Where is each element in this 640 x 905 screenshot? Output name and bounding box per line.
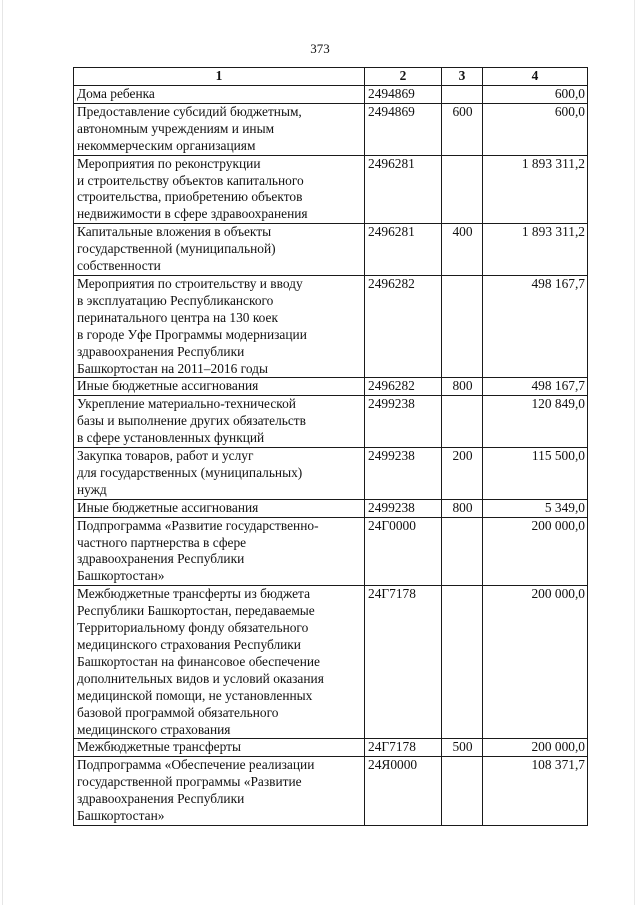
row-name-cell <box>74 517 365 586</box>
row-expense-type-cell <box>442 275 483 377</box>
row-name-cell <box>74 757 365 826</box>
row-name-line: Башкортостан на финансовое обеспечение <box>77 653 320 669</box>
row-name-line: Закупка товаров, работ и услуг <box>77 448 254 464</box>
row-name-line: перинатального центра на 130 коек <box>77 309 278 325</box>
row-code-cell: 2496281 <box>365 155 442 224</box>
row-name-cell <box>74 224 365 276</box>
row-name-cell <box>74 103 365 155</box>
row-name-cell <box>74 739 365 757</box>
row-name-cell <box>74 396 365 448</box>
row-name-line: Башкортостан» <box>77 808 165 824</box>
row-name-line: некоммерческим организациям <box>77 137 256 153</box>
row-name-line: в сфере установленных функций <box>77 430 265 446</box>
row-amount-cell: 108 371,7 <box>483 757 588 826</box>
row-name-line: Иные бюджетные ассигнования <box>77 378 259 394</box>
row-name-line: Капитальные вложения в объекты <box>77 224 272 240</box>
table-row <box>74 757 588 826</box>
row-name-line: строительства, приобретению объектов <box>77 189 303 205</box>
table-body <box>74 86 588 826</box>
row-name-line: Подпрограмма «Обеспечение реализации <box>77 757 315 773</box>
row-name-line: недвижимости в сфере здравоохранения <box>77 206 308 222</box>
row-amount-cell: 200 000,0 <box>483 739 588 757</box>
row-code-cell: 2496282 <box>365 275 442 377</box>
row-expense-type-cell: 600 <box>442 103 483 155</box>
row-code-cell: 24Я0000 <box>365 757 442 826</box>
row-name-line: базы и выполнение других обязательств <box>77 413 306 429</box>
table-row <box>74 103 588 155</box>
row-name-line: Дома ребенка <box>77 86 155 101</box>
table-header <box>74 68 588 86</box>
row-expense-type-cell: 800 <box>442 499 483 517</box>
row-expense-type-cell: 500 <box>442 739 483 757</box>
row-code-cell: 2499238 <box>365 448 442 500</box>
header-row <box>74 68 588 86</box>
row-code-cell: 2496282 <box>365 378 442 396</box>
row-name-cell <box>74 86 365 104</box>
row-name-line: нужд <box>77 481 107 497</box>
row-name-line: здравоохранения Республики <box>77 551 245 567</box>
row-name-line: дополнительных видов и условий оказания <box>77 670 324 686</box>
table-row <box>74 448 588 500</box>
row-name-line: Укрепление материально-технической <box>77 396 296 412</box>
row-code-cell: 2494869 <box>365 86 442 104</box>
row-name-cell <box>74 448 365 500</box>
row-name-line: государственной (муниципальной) <box>77 241 276 257</box>
row-amount-cell: 115 500,0 <box>483 448 588 500</box>
header-col-1: 1 <box>74 68 365 86</box>
table-row <box>74 517 588 586</box>
row-code-cell: 2494869 <box>365 103 442 155</box>
row-name-line: Межбюджетные трансферты из бюджета <box>77 586 311 602</box>
row-code-cell: 24Г7178 <box>365 739 442 757</box>
header-col-4: 4 <box>483 68 588 86</box>
row-expense-type-cell: 800 <box>442 378 483 396</box>
row-name-line: Башкортостан на 2011–2016 годы <box>77 360 268 376</box>
row-code-cell: 2499238 <box>365 396 442 448</box>
row-name-line: медицинского страхования <box>77 721 231 737</box>
row-name-line: Иные бюджетные ассигнования <box>77 499 259 515</box>
row-expense-type-cell: 400 <box>442 224 483 276</box>
row-name-line: и строительству объектов капитального <box>77 172 304 188</box>
table-row <box>74 275 588 377</box>
row-name-line: в городе Уфе Программы модернизации <box>77 326 307 342</box>
row-amount-cell: 200 000,0 <box>483 517 588 586</box>
row-name-line: частного партнерства в сфере <box>77 534 247 550</box>
table-row <box>74 499 588 517</box>
row-expense-type-cell <box>442 517 483 586</box>
table-row <box>74 224 588 276</box>
row-expense-type-cell <box>442 586 483 739</box>
row-amount-cell: 498 167,7 <box>483 275 588 377</box>
scan-edge-right <box>634 0 635 905</box>
table-row <box>74 586 588 739</box>
row-name-line: в эксплуатацию Республиканского <box>77 292 274 308</box>
table-row <box>74 155 588 224</box>
row-code-cell: 2499238 <box>365 499 442 517</box>
row-name-line: Мероприятия по реконструкции <box>77 155 261 171</box>
table-row <box>74 86 588 104</box>
row-expense-type-cell <box>442 86 483 104</box>
row-name-line: собственности <box>77 258 161 274</box>
header-col-2: 2 <box>365 68 442 86</box>
row-amount-cell: 600,0 <box>483 86 588 104</box>
row-name-line: Мероприятия по строительству и вводу <box>77 275 303 291</box>
row-expense-type-cell: 200 <box>442 448 483 500</box>
header-col-3: 3 <box>442 68 483 86</box>
row-name-line: Республики Башкортостан, передаваемые <box>77 603 315 619</box>
row-name-cell <box>74 499 365 517</box>
row-name-cell <box>74 275 365 377</box>
scan-edge-left <box>2 0 3 905</box>
budget-table <box>73 67 588 826</box>
row-expense-type-cell <box>442 155 483 224</box>
row-name-line: здравоохранения Республики <box>77 343 245 359</box>
row-name-cell <box>74 155 365 224</box>
table-row <box>74 396 588 448</box>
row-amount-cell: 498 167,7 <box>483 378 588 396</box>
row-amount-cell: 1 893 311,2 <box>483 224 588 276</box>
row-name-line: автономным учреждениям и иным <box>77 120 275 136</box>
row-name-cell <box>74 586 365 739</box>
row-name-line: здравоохранения Республики <box>77 791 245 807</box>
row-name-line: медицинской помощи, не установленных <box>77 687 313 703</box>
row-name-line: государственной программы «Развитие <box>77 774 302 790</box>
row-code-cell: 24Г7178 <box>365 586 442 739</box>
row-name-line: Территориальному фонду обязательного <box>77 620 309 636</box>
row-amount-cell: 5 349,0 <box>483 499 588 517</box>
row-expense-type-cell <box>442 396 483 448</box>
table-row <box>74 739 588 757</box>
row-name-line: Предоставление субсидий бюджетным, <box>77 103 302 119</box>
row-amount-cell: 200 000,0 <box>483 586 588 739</box>
row-amount-cell: 600,0 <box>483 103 588 155</box>
row-amount-cell: 120 849,0 <box>483 396 588 448</box>
row-name-line: Межбюджетные трансферты <box>77 739 241 755</box>
row-name-line: для государственных (муниципальных) <box>77 464 303 480</box>
row-name-line: базовой программой обязательного <box>77 704 279 720</box>
row-amount-cell: 1 893 311,2 <box>483 155 588 224</box>
row-name-line: медицинского страхования Республики <box>77 637 301 652</box>
row-name-cell <box>74 378 365 396</box>
row-code-cell: 24Г0000 <box>365 517 442 586</box>
row-expense-type-cell <box>442 757 483 826</box>
page-number: 373 <box>310 41 330 56</box>
row-name-line: Подпрограмма «Развитие государственно- <box>77 517 319 533</box>
row-name-line: Башкортостан» <box>77 568 165 584</box>
row-code-cell: 2496281 <box>365 224 442 276</box>
table-row <box>74 378 588 396</box>
